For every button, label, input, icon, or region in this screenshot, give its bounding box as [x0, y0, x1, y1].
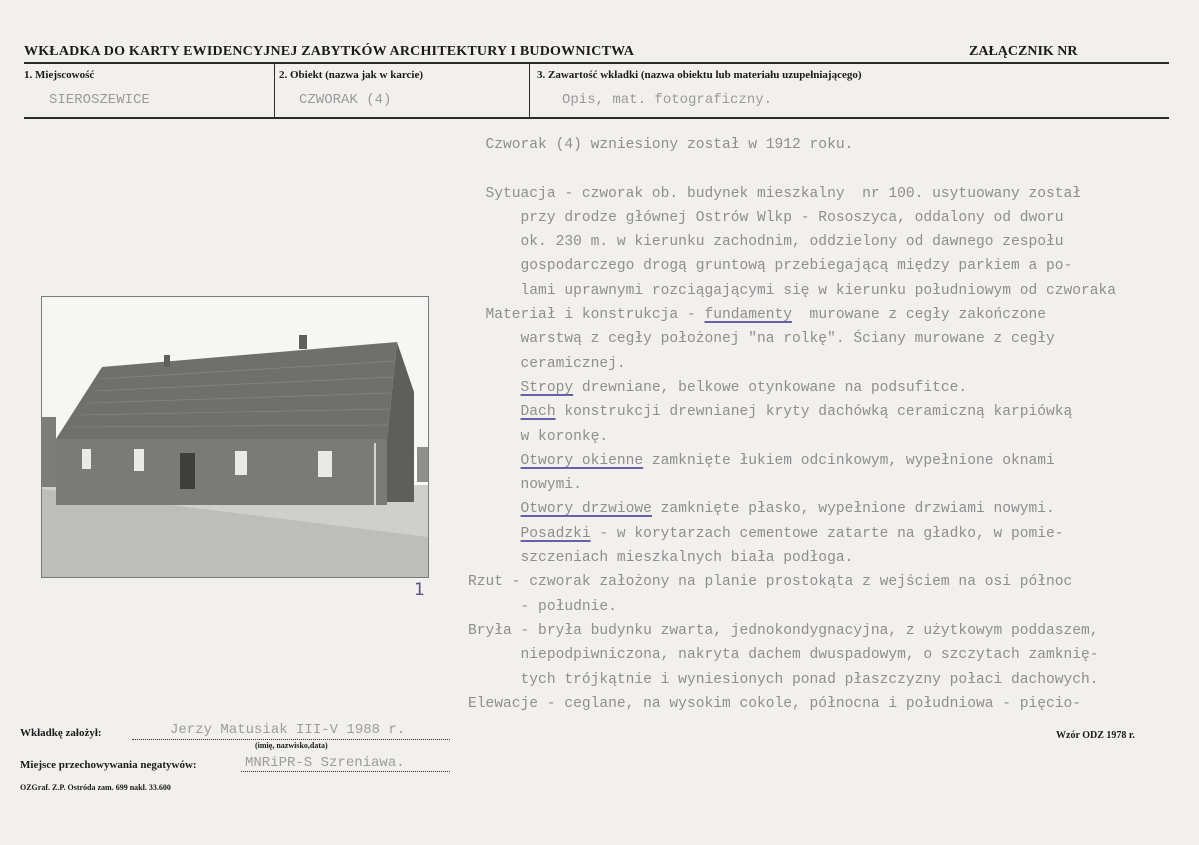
- description-line: szczeniach mieszkalnych biała podłoga.: [468, 550, 854, 567]
- description-line: gospodarczego drogą gruntową przebiegającą między parkiem a po-: [468, 258, 1073, 275]
- building-photo: [41, 296, 429, 578]
- description-line: Materiał i konstrukcja - fundamenty murowane z cegły zakończone: [468, 307, 1047, 324]
- negatives-storage-value: MNRiPR-S Szreniawa.: [245, 755, 405, 771]
- header-rule-top: [24, 62, 1169, 64]
- description-line: - południe.: [468, 598, 617, 615]
- underlined-term: Stropy: [520, 379, 574, 396]
- underlined-term: Otwory okienne: [520, 452, 644, 469]
- description-line: lami uprawnymi rozciągającymi się w kierunku południowym od czworaka: [468, 282, 1117, 299]
- underlined-term: fundamenty: [704, 307, 793, 324]
- printer-note: OZGraf. Z.P. Ostróda zam. 699 nakł. 33.600: [20, 783, 171, 792]
- description-line: Rzut - czworak założony na planie prostokąta z wejściem na osi północ: [468, 574, 1073, 591]
- description-line: Sytuacja - czworak ob. budynek mieszkalny nr 100. usytuowany został: [468, 185, 1082, 202]
- description-line: Czworak (4) wzniesiony został w 1912 roku.: [468, 137, 854, 153]
- field-value-object: CZWORAK (4): [299, 92, 392, 108]
- description-line: nowymi.: [468, 477, 582, 494]
- created-by-line: [132, 739, 450, 740]
- description-text: [468, 133, 1193, 716]
- description-line: Posadzki - w korytarzach cementowe zatarte na gładko, w pomie-: [520, 525, 1064, 542]
- created-by-caption: (imię, nazwisko,data): [255, 741, 328, 750]
- description-line: Bryła - bryła budynku zwarta, jednokondygnacyjna, z użytkowym poddaszem,: [468, 622, 1099, 639]
- negatives-storage-line: [241, 771, 450, 772]
- description-line: Dach konstrukcji drewnianej kryty dachówką ceramiczną karpiówką: [520, 404, 1073, 421]
- underlined-term: Posadzki: [520, 525, 591, 542]
- field-label-locality: 1. Miejscowość: [24, 69, 95, 81]
- field-label-contents: 3. Zawartość wkładki (nazwa obiektu lub materiału uzupełniającego): [537, 69, 862, 81]
- field-value-contents: Opis, mat. fotograficzny.: [562, 92, 773, 108]
- field-divider-1: [274, 62, 275, 118]
- annex-label: ZAŁĄCZNIK NR: [969, 44, 1078, 59]
- field-label-object: 2. Obiekt (nazwa jak w karcie): [279, 69, 424, 81]
- description-line: niepodpiwniczona, nakryta dachem dwuspadowym, o szczytach zamknię-: [468, 647, 1099, 664]
- description-line: [468, 157, 1193, 181]
- form-title: WKŁADKA DO KARTY EWIDENCYJNEJ ZABYTKÓW ARCHITEKTURY I BUDOWNICTWA: [24, 44, 635, 59]
- created-by-value: Jerzy Matusiak III-V 1988 r.: [170, 722, 406, 738]
- description-line: przy drodze głównej Ostrów Wlkp - Rososzyca, oddalony od dworu: [468, 209, 1064, 226]
- negatives-storage-label: Miejsce przechowywania negatywów:: [20, 759, 197, 771]
- underlined-term: Dach: [520, 404, 556, 421]
- form-model-note: Wzór ODZ 1978 r.: [1056, 730, 1135, 741]
- description-line: Otwory drzwiowe zamknięte płasko, wypełnione drzwiami nowymi.: [520, 501, 1055, 518]
- description-line: warstwą z cegły położonej "na rolkę". Ściany murowane z cegły: [468, 331, 1055, 348]
- header-rule-bottom: [24, 117, 1169, 119]
- description-line: w koronkę.: [468, 428, 609, 445]
- description-line: Stropy drewniane, belkowe otynkowane na podsufitce.: [520, 379, 968, 396]
- underlined-term: Otwory drzwiowe: [520, 501, 652, 518]
- description-line: ok. 230 m. w kierunku zachodnim, oddzielony od dawnego zespołu: [468, 234, 1064, 251]
- field-value-locality: SIEROSZEWICE: [49, 92, 150, 108]
- description-line: Otwory okienne zamknięte łukiem odcinkowym, wypełnione oknami: [520, 452, 1055, 469]
- description-line: ceramicznej.: [468, 355, 626, 372]
- description-line: tych trójkątnie i wyniesionych ponad płaszczyzny połaci dachowych.: [468, 671, 1099, 688]
- photo-illustration: [42, 297, 428, 577]
- photo-number: 1: [414, 580, 425, 600]
- description-line: Elewacje - ceglane, na wysokim cokole, północna i południowa - pięcio-: [468, 695, 1082, 712]
- created-by-label: Wkładkę założył:: [20, 727, 102, 739]
- field-divider-2: [529, 62, 530, 118]
